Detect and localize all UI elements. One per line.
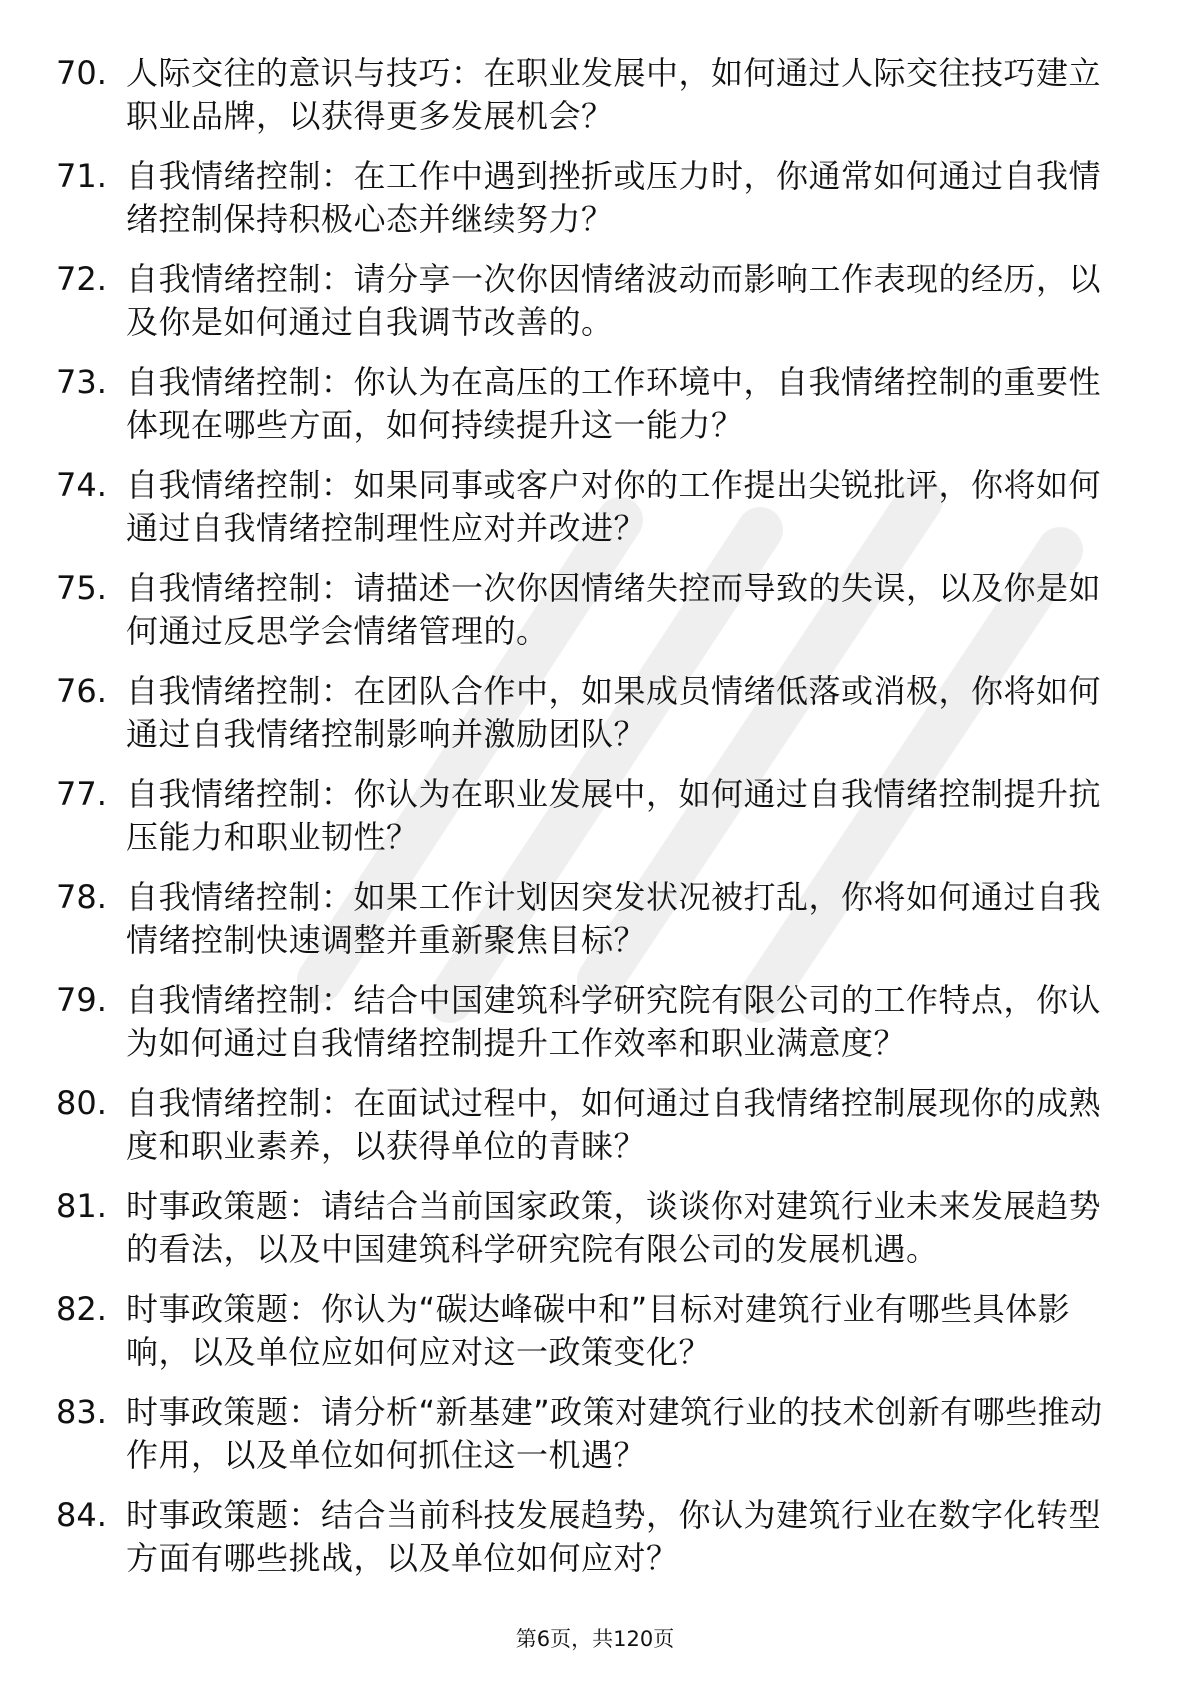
question-number: 75. (56, 569, 107, 607)
question-text: 自我情绪控制：你认为在职业发展中，如何通过自我情绪控制提升抗压能力和职业韧性？ (126, 775, 1102, 856)
question-text: 自我情绪控制：在面试过程中，如何通过自我情绪控制展现你的成熟度和职业素养，以获得单位的青睐？ (126, 1084, 1102, 1165)
question-text: 自我情绪控制：请描述一次你因情绪失控而导致的失误，以及你是如何通过反思学会情绪管理的。 (126, 569, 1102, 650)
question-item (56, 773, 1136, 859)
question-item (56, 464, 1136, 550)
question-text: 自我情绪控制：在团队合作中，如果成员情绪低落或消极，你将如何通过自我情绪控制影响并激励团队？ (126, 672, 1102, 753)
question-list (56, 52, 1136, 1597)
question-item (56, 155, 1136, 241)
question-number: 73. (56, 363, 107, 401)
question-item (56, 979, 1136, 1065)
question-number: 79. (56, 981, 107, 1019)
question-text: 时事政策题：请分析“新基建”政策对建筑行业的技术创新有哪些推动作用，以及单位如何抓住这一机遇？ (126, 1393, 1103, 1474)
question-item (56, 258, 1136, 344)
question-text: 时事政策题：结合当前科技发展趋势，你认为建筑行业在数字化转型方面有哪些挑战，以及单位如何应对？ (126, 1496, 1102, 1577)
question-number: 77. (56, 775, 107, 813)
question-number: 70. (56, 54, 107, 92)
question-text: 自我情绪控制：如果工作计划因突发状况被打乱，你将如何通过自我情绪控制快速调整并重新聚焦目标？ (126, 878, 1102, 959)
question-number: 78. (56, 878, 107, 916)
question-item (56, 1185, 1136, 1271)
question-number: 71. (56, 157, 107, 195)
question-number: 80. (56, 1084, 107, 1122)
question-item (56, 52, 1136, 138)
page-footer: 第6页，共120页 (515, 1627, 675, 1651)
question-item (56, 876, 1136, 962)
question-text: 自我情绪控制：如果同事或客户对你的工作提出尖锐批评，你将如何通过自我情绪控制理性应对并改进？ (126, 466, 1102, 547)
question-text: 自我情绪控制：请分享一次你因情绪波动而影响工作表现的经历，以及你是如何通过自我调节改善的。 (126, 260, 1102, 341)
question-number: 72. (56, 260, 107, 298)
question-number: 81. (56, 1187, 107, 1225)
question-number: 83. (56, 1393, 107, 1431)
question-text: 自我情绪控制：你认为在高压的工作环境中，自我情绪控制的重要性体现在哪些方面，如何持续提升这一能力？ (126, 363, 1102, 444)
question-item (56, 670, 1136, 756)
question-text: 人际交往的意识与技巧：在职业发展中，如何通过人际交往技巧建立职业品牌，以获得更多发展机会？ (126, 54, 1102, 135)
question-text: 自我情绪控制：在工作中遇到挫折或压力时，你通常如何通过自我情绪控制保持积极心态并继续努力？ (126, 157, 1102, 238)
question-item (56, 1494, 1136, 1580)
question-item (56, 567, 1136, 653)
question-text: 自我情绪控制：结合中国建筑科学研究院有限公司的工作特点，你认为如何通过自我情绪控制提升工作效率和职业满意度？ (126, 981, 1102, 1062)
question-item (56, 1391, 1136, 1477)
question-number: 76. (56, 672, 107, 710)
question-item (56, 1082, 1136, 1168)
question-number: 82. (56, 1290, 107, 1328)
question-item (56, 361, 1136, 447)
question-number: 74. (56, 466, 107, 504)
question-text: 时事政策题：你认为“碳达峰碳中和”目标对建筑行业有哪些具体影响，以及单位应如何应对这一政策变化？ (126, 1290, 1071, 1371)
question-item (56, 1288, 1136, 1374)
question-text: 时事政策题：请结合当前国家政策，谈谈你对建筑行业未来发展趋势的看法，以及中国建筑科学研究院有限公司的发展机遇。 (126, 1187, 1102, 1268)
question-number: 84. (56, 1496, 107, 1534)
